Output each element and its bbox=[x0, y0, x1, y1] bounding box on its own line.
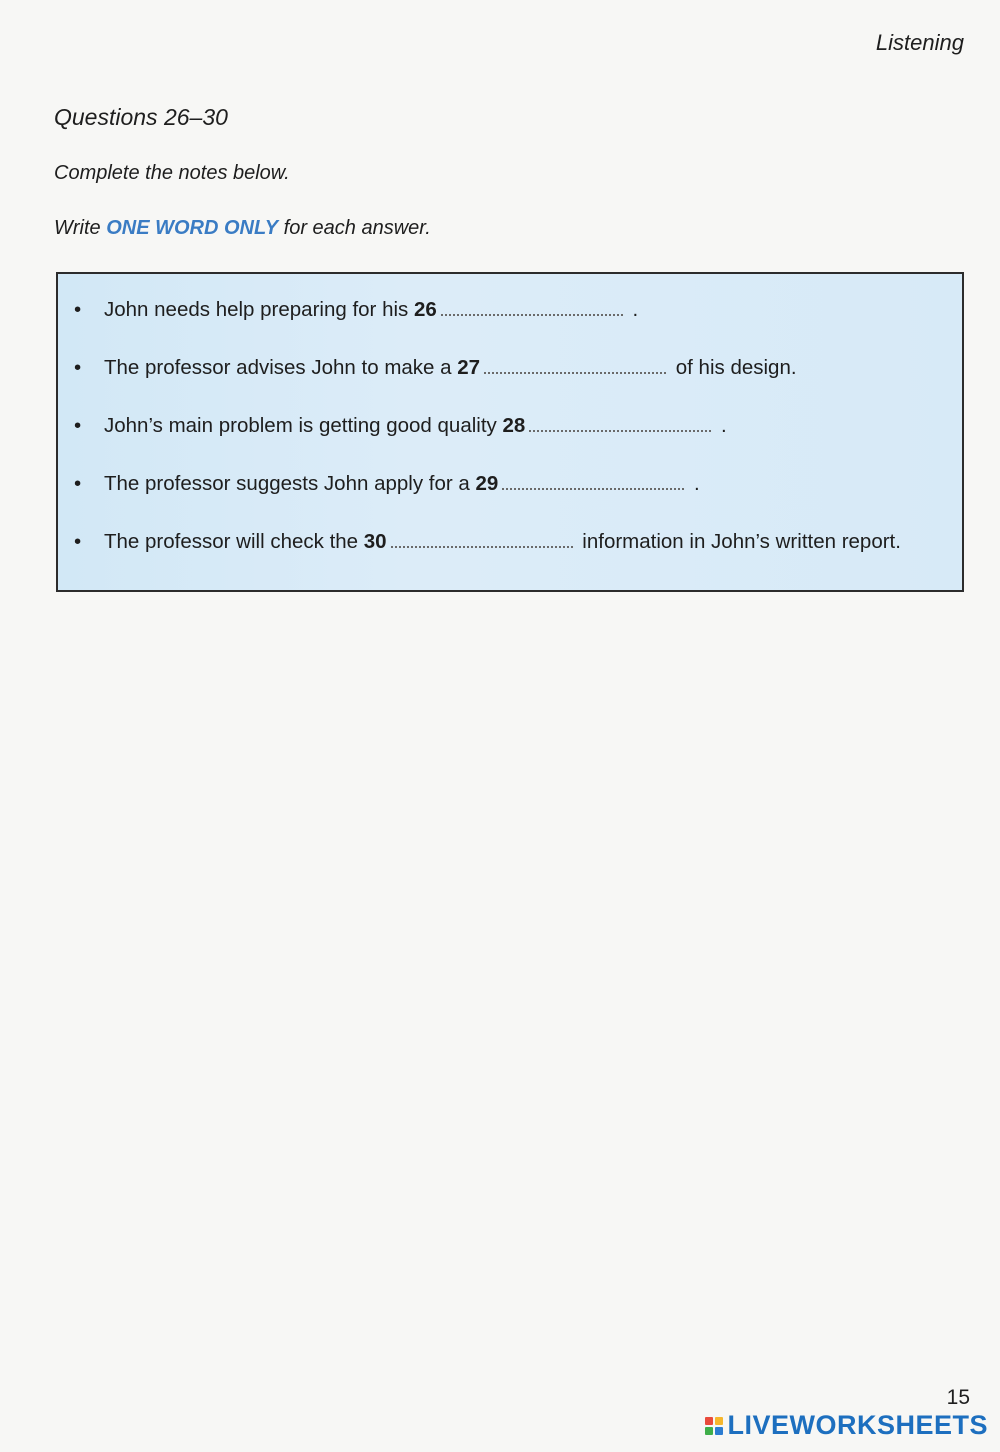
answer-blank-27[interactable] bbox=[484, 364, 666, 374]
bullet-icon: • bbox=[74, 530, 82, 553]
bullet-icon: • bbox=[74, 356, 82, 379]
page-number: 15 bbox=[946, 1386, 970, 1409]
question-number: 26 bbox=[413, 298, 437, 321]
instruction-complete-notes: Complete the notes below. bbox=[54, 162, 290, 184]
word-limit-emphasis: ONE WORD ONLY bbox=[106, 217, 279, 239]
note-text-before: The professor suggests John apply for a bbox=[104, 472, 476, 495]
liveworksheets-logo-icon bbox=[705, 1417, 723, 1435]
bullet-icon: • bbox=[74, 472, 82, 495]
instruction-word-limit-pre: Write bbox=[54, 217, 107, 239]
logo-square-red bbox=[705, 1417, 713, 1425]
note-item-30 bbox=[74, 528, 922, 556]
note-text-after: . bbox=[626, 298, 639, 321]
note-text bbox=[104, 470, 922, 498]
note-text-before: The professor will check the bbox=[104, 530, 364, 553]
instruction-word-limit-post: for each answer. bbox=[278, 217, 431, 239]
note-text-after: information in John’s written report. bbox=[576, 530, 901, 553]
note-text-before: The professor advises John to make a bbox=[104, 356, 458, 379]
note-text-after: of his design. bbox=[670, 356, 797, 379]
note-item-26 bbox=[74, 296, 922, 324]
answer-blank-28[interactable] bbox=[529, 422, 711, 432]
answer-blank-30[interactable] bbox=[391, 538, 573, 548]
bullet-icon: • bbox=[74, 414, 82, 437]
question-number: 28 bbox=[502, 414, 526, 437]
note-item-29 bbox=[74, 470, 922, 498]
instruction-word-limit bbox=[54, 217, 431, 240]
note-text bbox=[104, 412, 922, 440]
note-text bbox=[104, 296, 922, 324]
questions-heading: Questions 26–30 bbox=[54, 104, 228, 130]
answer-blank-29[interactable] bbox=[502, 480, 684, 490]
liveworksheets-brand bbox=[705, 1410, 988, 1441]
note-text bbox=[104, 528, 922, 556]
question-number: 30 bbox=[363, 530, 387, 553]
logo-square-green bbox=[705, 1427, 713, 1435]
question-number: 27 bbox=[457, 356, 481, 379]
note-item-28 bbox=[74, 412, 922, 440]
section-label: Listening bbox=[875, 30, 964, 55]
note-text-after: . bbox=[715, 414, 727, 437]
notes-box bbox=[56, 272, 964, 592]
note-text-before: John’s main problem is getting good quality bbox=[104, 414, 503, 437]
answer-blank-26[interactable] bbox=[441, 306, 623, 316]
bullet-icon: • bbox=[74, 298, 82, 321]
question-number: 29 bbox=[475, 472, 499, 495]
brand-name: LIVEWORKSHEETS bbox=[727, 1410, 988, 1440]
logo-square-yellow bbox=[715, 1417, 723, 1425]
note-text bbox=[104, 354, 922, 382]
note-text-after: . bbox=[688, 472, 700, 495]
note-item-27 bbox=[74, 354, 922, 382]
logo-square-blue bbox=[715, 1427, 723, 1435]
note-text-before: John needs help preparing for his bbox=[104, 298, 414, 321]
